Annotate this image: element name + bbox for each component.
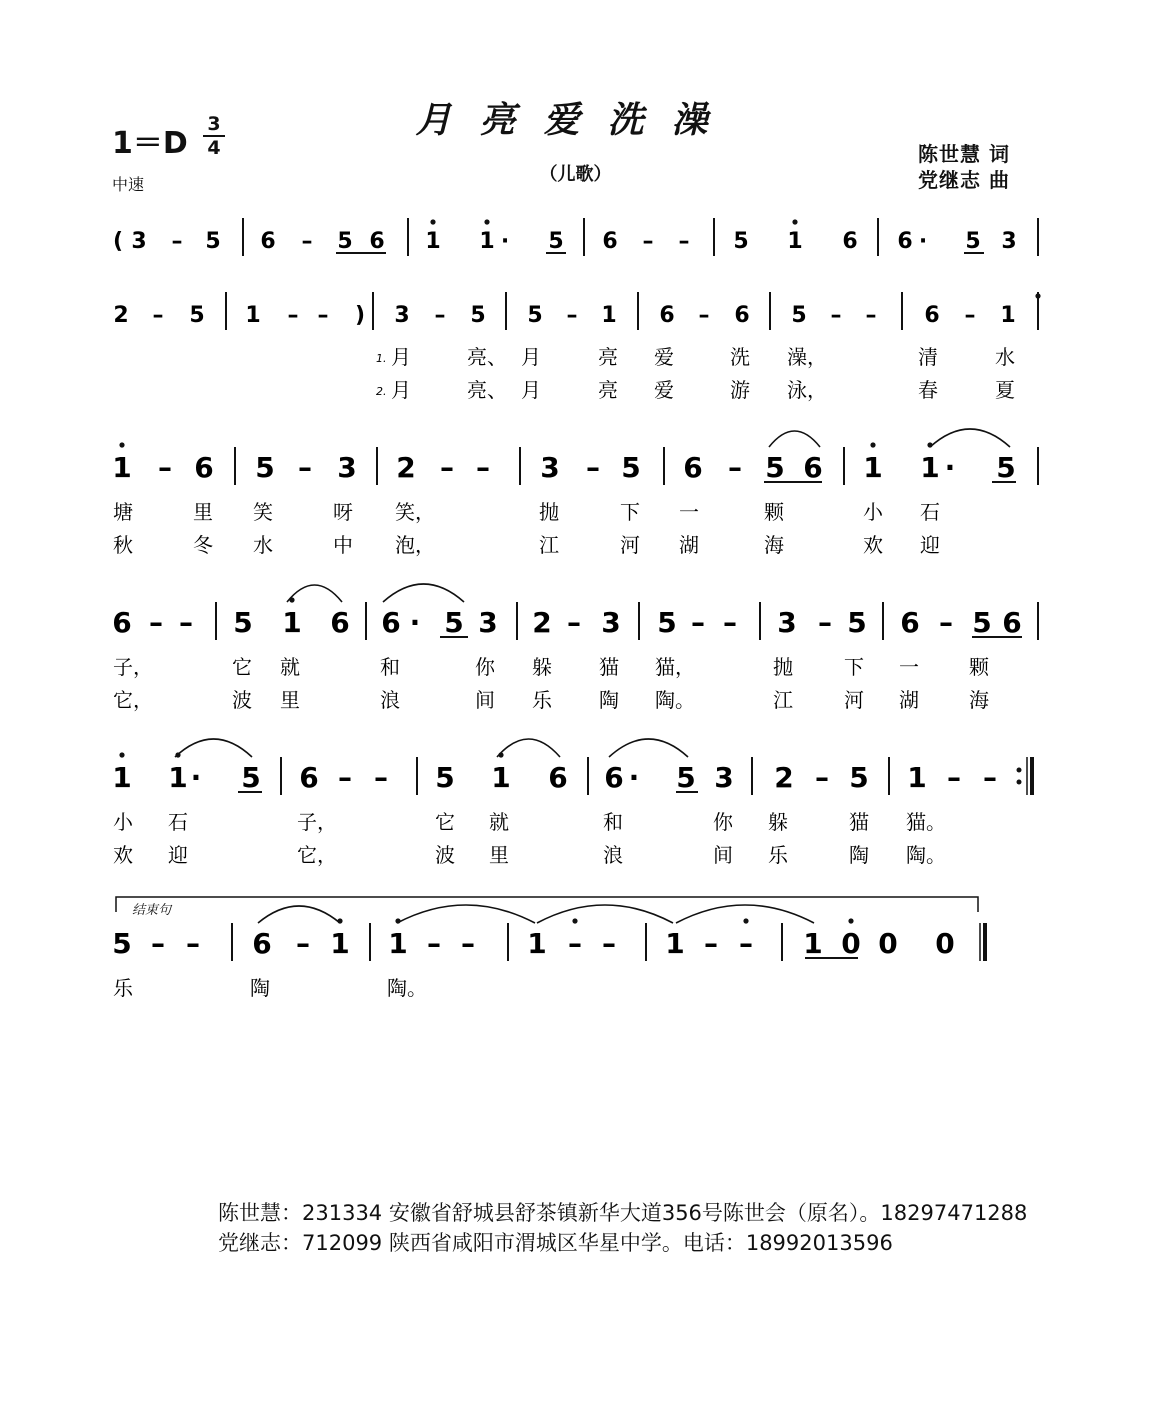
lyric-verse-2: 中: [333, 533, 353, 557]
note: –: [698, 303, 710, 328]
note: 5: [972, 606, 992, 639]
note: 5: [548, 229, 564, 254]
note: 5: [996, 451, 1016, 484]
note: 1: [863, 451, 883, 484]
lyric-verse-2: 海: [764, 533, 784, 557]
lyric-verse-2: 冬: [193, 533, 213, 557]
high-octave-dot: [484, 219, 489, 224]
lyric-verse-2: 它，: [297, 843, 337, 867]
lyric-verse-1: 里: [193, 500, 213, 524]
lyric-verse-1: 抛: [773, 655, 793, 679]
note: 6: [604, 761, 624, 794]
note: 5: [847, 606, 867, 639]
repeat-dot: [1017, 768, 1022, 773]
note: 0: [841, 927, 861, 960]
note: 6: [683, 451, 703, 484]
note: 5: [676, 761, 696, 794]
lyric-verse-2: 秋: [113, 533, 133, 557]
lyric-verse-2: 海: [969, 688, 989, 712]
lyric-verse-1: 颗: [969, 655, 989, 679]
note: 1: [330, 927, 350, 960]
high-octave-dot: [119, 442, 124, 447]
lyric-verse-1: 下: [844, 655, 864, 679]
note: –: [602, 927, 616, 960]
note: 5: [233, 606, 253, 639]
note: ·: [918, 229, 928, 254]
note: 3: [131, 229, 147, 254]
note: –: [427, 927, 441, 960]
note: 6: [330, 606, 350, 639]
note: 1: [665, 927, 685, 960]
lyric-verse-2: 里: [489, 843, 509, 867]
high-octave-dot: [870, 442, 875, 447]
lyric-verse-2: 乐: [532, 688, 552, 712]
note: 1: [425, 229, 441, 254]
lyric-verse-2: 江: [773, 688, 793, 712]
note: 5: [657, 606, 677, 639]
note: 6: [1002, 606, 1022, 639]
lyric-verse-2: 欢: [863, 533, 883, 557]
high-octave-dot: [430, 219, 435, 224]
note: –: [983, 761, 997, 794]
slur: [769, 431, 820, 447]
note: –: [830, 303, 842, 328]
lyric-verse-1: 月: [391, 345, 411, 369]
verse-number: 1.: [376, 352, 387, 365]
note: 1: [388, 927, 408, 960]
lyric-verse-1: 你: [713, 810, 733, 834]
slur: [930, 429, 1010, 447]
lyric-verse-1: 澡，: [787, 345, 827, 369]
high-octave-dot: [848, 918, 853, 923]
note: 1: [112, 451, 132, 484]
time-numerator: 3: [207, 113, 221, 135]
note: 5: [621, 451, 641, 484]
note: 5: [337, 229, 353, 254]
ending-label: 结束句: [132, 903, 172, 918]
note: ·: [628, 761, 640, 794]
note: 6: [602, 229, 618, 254]
lyric-verse-1: 亮、: [467, 345, 507, 369]
slur: [537, 905, 673, 923]
note: 2: [532, 606, 552, 639]
high-octave-dot: [1035, 293, 1040, 298]
note: 6: [369, 229, 385, 254]
lyric-verse-2: 浪: [603, 843, 623, 867]
lyric-verse-1: 它: [232, 655, 252, 679]
contact-footer: [218, 1198, 1027, 1258]
tempo-marking: 中速: [112, 175, 145, 194]
lyric-verse-2: 乐: [768, 843, 788, 867]
lyric-verse-1: 月: [521, 345, 541, 369]
lyric-verse-1: 石: [920, 500, 940, 524]
note: 2: [113, 303, 129, 328]
note: 5: [112, 927, 132, 960]
lyric-verse-2: 江: [539, 533, 559, 557]
lyric-verse-1: 陶: [250, 976, 270, 1000]
footer-line-1: 陈世慧：231334 安徽省舒城县舒茶镇新华大道356号陈世会（原名）。18297471288: [218, 1201, 1028, 1225]
lyric-verse-2: 浪: [380, 688, 400, 712]
note: ·: [190, 761, 202, 794]
lyric-verse-2: 间: [475, 688, 495, 712]
note: –: [476, 451, 490, 484]
lyric-verse-2: 波: [435, 843, 455, 867]
note: ·: [944, 451, 956, 484]
lyric-verse-1: 猫: [599, 655, 619, 679]
high-octave-dot: [572, 918, 577, 923]
lyric-verse-1: 水: [995, 345, 1015, 369]
note: –: [728, 451, 742, 484]
note: –: [964, 303, 976, 328]
lyric-verse-2: 泳，: [787, 378, 827, 402]
lyric-verse-1: 小: [113, 810, 133, 834]
note: 3: [714, 761, 734, 794]
note: –: [287, 303, 299, 328]
note: 3: [478, 606, 498, 639]
high-octave-dot: [119, 752, 124, 757]
lyric-verse-2: 里: [280, 688, 300, 712]
note: –: [296, 927, 310, 960]
note: ·: [409, 606, 421, 639]
note: –: [186, 927, 200, 960]
lyric-verse-2: 陶。: [906, 843, 946, 867]
note: –: [317, 303, 329, 328]
lyric-verse-2: 泡，: [395, 533, 435, 557]
lyric-verse-2: 水: [253, 533, 273, 557]
lyric-verse-1: 猫，: [655, 655, 695, 679]
note: 5: [255, 451, 275, 484]
verse-number: 2.: [376, 385, 387, 398]
lyric-verse-1: 清: [918, 345, 938, 369]
note: 3: [777, 606, 797, 639]
lyric-verse-2: 月: [391, 378, 411, 402]
note: –: [691, 606, 705, 639]
note: 1: [479, 229, 495, 254]
note: 5: [241, 761, 261, 794]
note: 1: [282, 606, 302, 639]
lyric-verse-2: 亮: [598, 378, 618, 402]
note: –: [434, 303, 446, 328]
note: ·: [500, 229, 510, 254]
lyric-verse-2: 湖: [679, 533, 699, 557]
lyric-verse-1: 呀: [333, 500, 353, 524]
note: 5: [435, 761, 455, 794]
lyric-verse-2: 它，: [113, 688, 153, 712]
lyric-verse-1: 和: [603, 810, 623, 834]
song-title: 月亮爱洗澡: [415, 99, 736, 141]
note: 1: [803, 927, 823, 960]
note: 5: [205, 229, 221, 254]
note: 0: [878, 927, 898, 960]
note: –: [151, 927, 165, 960]
note: ): [354, 303, 366, 328]
lyric-verse-1: 抛: [539, 500, 559, 524]
lyric-verse-2: 河: [620, 533, 640, 557]
note: 5: [444, 606, 464, 639]
note: 6: [803, 451, 823, 484]
note: 3: [601, 606, 621, 639]
note: –: [723, 606, 737, 639]
lyric-verse-1: 笑，: [395, 500, 435, 524]
slur: [383, 584, 464, 602]
note: 1: [907, 761, 927, 794]
lyric-verse-1: 你: [475, 655, 495, 679]
slur: [609, 739, 688, 757]
note: 1: [168, 761, 188, 794]
note: 5: [189, 303, 205, 328]
lyric-verse-1: 小: [863, 500, 883, 524]
slur: [258, 906, 340, 923]
note: 6: [842, 229, 858, 254]
lyric-verse-1: 塘: [113, 500, 133, 524]
note: (: [112, 229, 124, 254]
lyric-verse-2: 欢: [113, 843, 133, 867]
lyric-verse-2: 亮、: [467, 378, 507, 402]
lyric-verse-1: 洗: [730, 345, 750, 369]
note: –: [818, 606, 832, 639]
lyric-verse-1: 一: [679, 500, 699, 524]
note: 6: [381, 606, 401, 639]
lyric-verse-1: 爱: [654, 345, 674, 369]
note: –: [461, 927, 475, 960]
note: –: [566, 303, 578, 328]
lyric-verse-2: 间: [713, 843, 733, 867]
lyric-verse-2: 陶: [849, 843, 869, 867]
note: 3: [337, 451, 357, 484]
time-denominator: 4: [207, 137, 221, 159]
note: 6: [548, 761, 568, 794]
lyric-verse-1: 猫。: [906, 810, 946, 834]
ending-bracket: [116, 897, 978, 912]
note: –: [704, 927, 718, 960]
note: –: [678, 229, 690, 254]
slur: [175, 739, 252, 757]
lyric-verse-1: 躲: [532, 655, 552, 679]
note: 5: [527, 303, 543, 328]
note: 3: [394, 303, 410, 328]
note: 1: [527, 927, 547, 960]
lyric-verse-2: 河: [844, 688, 864, 712]
lyric-verse-1: 子，: [113, 655, 153, 679]
lyric-verse-2: 陶。: [655, 688, 695, 712]
note: 3: [1001, 229, 1017, 254]
note: 2: [396, 451, 416, 484]
lyric-verse-2: 波: [232, 688, 252, 712]
lyric-verse-2: 爱: [654, 378, 674, 402]
note: –: [440, 451, 454, 484]
lyricist-credit: 陈世慧 词: [918, 142, 1010, 166]
note: 5: [765, 451, 785, 484]
lyric-verse-1: 它: [435, 810, 455, 834]
note: –: [567, 606, 581, 639]
high-octave-dot: [743, 918, 748, 923]
high-octave-dot: [792, 219, 797, 224]
lyric-verse-2: 春: [918, 378, 938, 402]
note: 6: [260, 229, 276, 254]
note: –: [739, 927, 753, 960]
note: 6: [299, 761, 319, 794]
key-signature: 1＝D: [112, 126, 188, 161]
lyric-verse-2: 陶: [599, 688, 619, 712]
lyric-verse-2: 湖: [899, 688, 919, 712]
lyric-verse-1: 躲: [768, 810, 788, 834]
repeat-dot: [1017, 780, 1022, 785]
note: –: [298, 451, 312, 484]
note: 1: [787, 229, 803, 254]
note: 2: [774, 761, 794, 794]
note: 1: [601, 303, 617, 328]
note: 0: [935, 927, 955, 960]
note: –: [374, 761, 388, 794]
note: 5: [733, 229, 749, 254]
slur: [497, 739, 560, 757]
note: –: [568, 927, 582, 960]
lyric-verse-1: 就: [280, 655, 300, 679]
lyric-verse-1: 一: [899, 655, 919, 679]
note: –: [149, 606, 163, 639]
lyric-verse-1: 乐: [113, 976, 133, 1000]
note: –: [171, 229, 183, 254]
lyric-verse-1: 猫: [849, 810, 869, 834]
note: –: [158, 451, 172, 484]
lyric-verse-1: 颗: [764, 500, 784, 524]
note: 5: [791, 303, 807, 328]
note: –: [179, 606, 193, 639]
note: 6: [734, 303, 750, 328]
lyric-verse-2: 迎: [168, 843, 188, 867]
footer-line-2: 党继志：712099 陕西省咸阳市渭城区华星中学。电话：18992013596: [218, 1231, 893, 1255]
lyric-verse-1: 陶。: [387, 976, 427, 1000]
lyric-verse-2: 迎: [920, 533, 940, 557]
note: –: [947, 761, 961, 794]
song-subtitle: （儿歌）: [539, 164, 612, 185]
lyric-verse-1: 笑: [253, 500, 273, 524]
note: 5: [849, 761, 869, 794]
lyric-verse-1: 和: [380, 655, 400, 679]
lyric-verse-1: 亮: [598, 345, 618, 369]
note: 1: [491, 761, 511, 794]
slur: [397, 905, 535, 923]
lyric-verse-1: 下: [620, 500, 640, 524]
note: 6: [924, 303, 940, 328]
note: 3: [540, 451, 560, 484]
lyric-verse-2: 月: [521, 378, 541, 402]
note: –: [301, 229, 313, 254]
note: 6: [897, 229, 913, 254]
note: 1: [245, 303, 261, 328]
note: 5: [965, 229, 981, 254]
lyric-verse-1: 就: [489, 810, 509, 834]
note: 1: [112, 761, 132, 794]
note: 6: [252, 927, 272, 960]
note: 6: [659, 303, 675, 328]
note: –: [586, 451, 600, 484]
composer-credit: 党继志 曲: [918, 168, 1010, 192]
note: –: [939, 606, 953, 639]
slur: [287, 585, 342, 602]
note: 5: [470, 303, 486, 328]
lyric-verse-2: 夏: [995, 378, 1015, 402]
note: 6: [194, 451, 214, 484]
note: 6: [900, 606, 920, 639]
note: 6: [112, 606, 132, 639]
note: 1: [1000, 303, 1016, 328]
note: 1: [920, 451, 940, 484]
lyric-verse-2: 游: [730, 378, 750, 402]
lyric-verse-1: 石: [168, 810, 188, 834]
note: –: [338, 761, 352, 794]
lyric-verse-1: 子，: [297, 810, 337, 834]
note: –: [815, 761, 829, 794]
note: –: [865, 303, 877, 328]
note: –: [642, 229, 654, 254]
note: –: [152, 303, 164, 328]
